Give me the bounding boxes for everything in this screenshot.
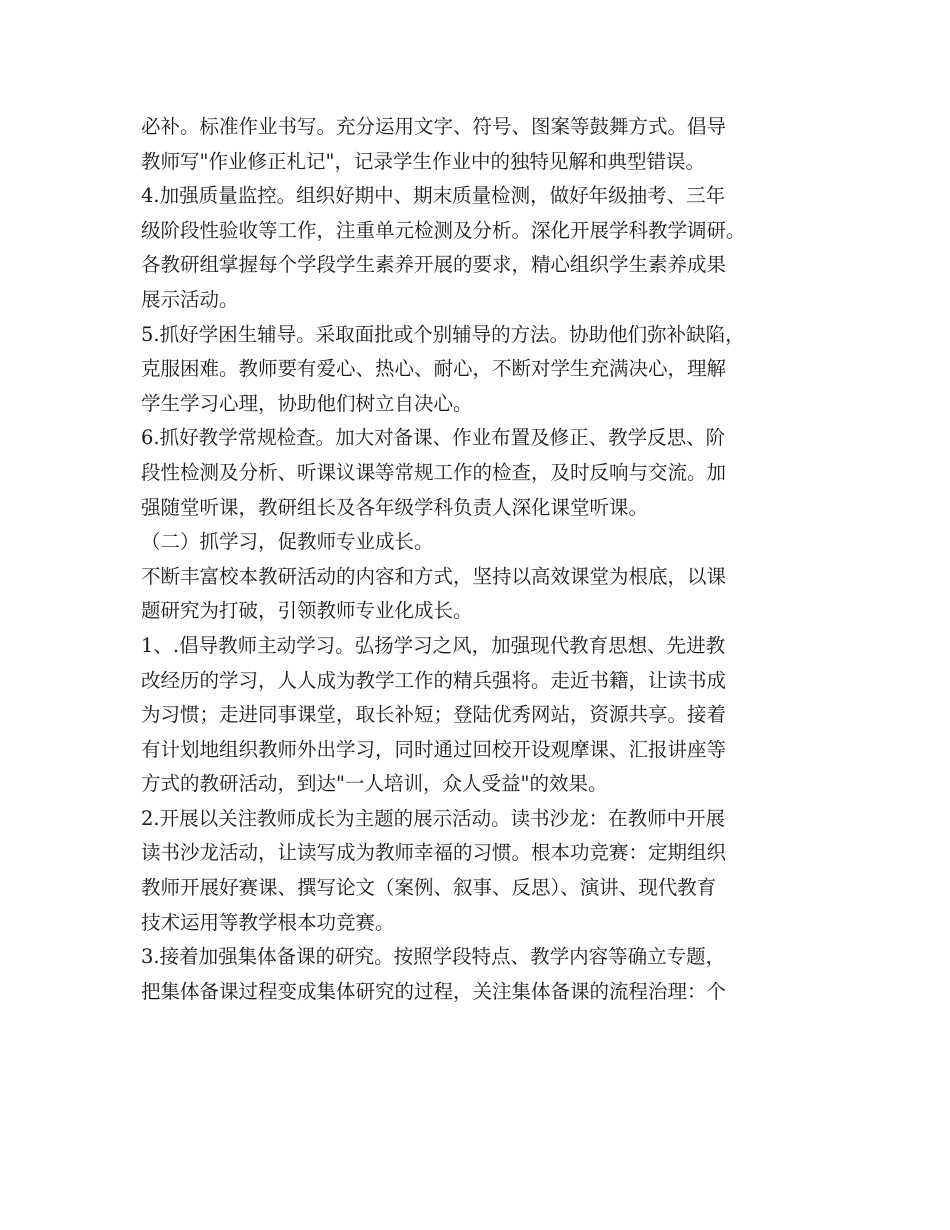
text-line: 教师开展好赛课、撰写论文（案例、叙事、反思）、演讲、现代教育 — [141, 876, 717, 900]
text-line: 必补。标准作业书写。充分运用文字、符号、图案等鼓舞方式。倡导 — [141, 115, 727, 138]
text-line: 题研究为打破，引领教师专业化成长。 — [141, 599, 473, 623]
text-line: 展示活动。 — [141, 287, 239, 311]
text-line: 不断丰富校本教研活动的内容和方式，坚持以高效课堂为根底，以课 — [141, 564, 727, 588]
text-line: 改经历的学习，人人成为教学工作的精兵强将。走近书籍，让读书成 — [141, 668, 727, 692]
text-line: 为习惯；走进同事课堂，取长补短；登陆优秀网站，资源共享。接着 — [141, 703, 727, 727]
text-line: 有计划地组织教师外出学习，同时通过回校开设观摩课、汇报讲座等 — [141, 737, 727, 761]
text-line: 技术运用等教学根本功竞赛。 — [141, 910, 395, 934]
text-line: 4.加强质量监控。组织好期中、期末质量检测，做好年级抽考、三年 — [141, 184, 726, 208]
section-heading: （二）抓学习，促教师专业成长。 — [141, 530, 434, 554]
text-line: 学生学习心理，协助他们树立自决心。 — [141, 391, 473, 415]
text-line: 各教研组掌握每个学段学生素养开展的要求，精心组织学生素养成果 — [141, 253, 727, 277]
text-line: 方式的教研活动，到达"一人培训，众人受益"的效果。 — [141, 772, 608, 796]
text-line: 级阶段性验收等工作，注重单元检测及分析。深化开展学科教学调研。 — [141, 218, 746, 242]
text-line: 6.抓好教学常规检查。加大对备课、作业布置及修正、教学反思、阶 — [141, 426, 726, 450]
text-line: 教师写"作业修正札记"，记录学生作业中的独特见解和典型错误。 — [141, 149, 705, 173]
text-line: 段性检测及分析、听课议课等常规工作的检查，及时反响与交流。加 — [141, 460, 727, 484]
text-line: 强随堂听课，教研组长及各年级学科负责人深化课堂听课。 — [141, 495, 649, 519]
text-line: 克服困难。教师要有爱心、热心、耐心，不断对学生充满决心，理解 — [141, 357, 727, 381]
text-line: 读书沙龙活动，让读写成为教师幸福的习惯。根本功竞赛：定期组织 — [141, 841, 727, 865]
text-line: 1、.倡导教师主动学习。弘扬学习之风，加强现代教育思想、先进教 — [141, 633, 726, 657]
document-body — [141, 110, 831, 1009]
text-line: 5.抓好学困生辅导。采取面批或个别辅导的方法。协助他们弥补缺陷， — [141, 322, 745, 346]
text-line: 3.接着加强集体备课的研究。按照学段特点、教学内容等确立专题， — [141, 945, 726, 969]
text-line: 把集体备课过程变成集体研究的过程，关注集体备课的流程治理：个 — [141, 979, 727, 1003]
text-line: 2.开展以关注教师成长为主题的展示活动。读书沙龙：在教师中开展 — [141, 806, 726, 830]
